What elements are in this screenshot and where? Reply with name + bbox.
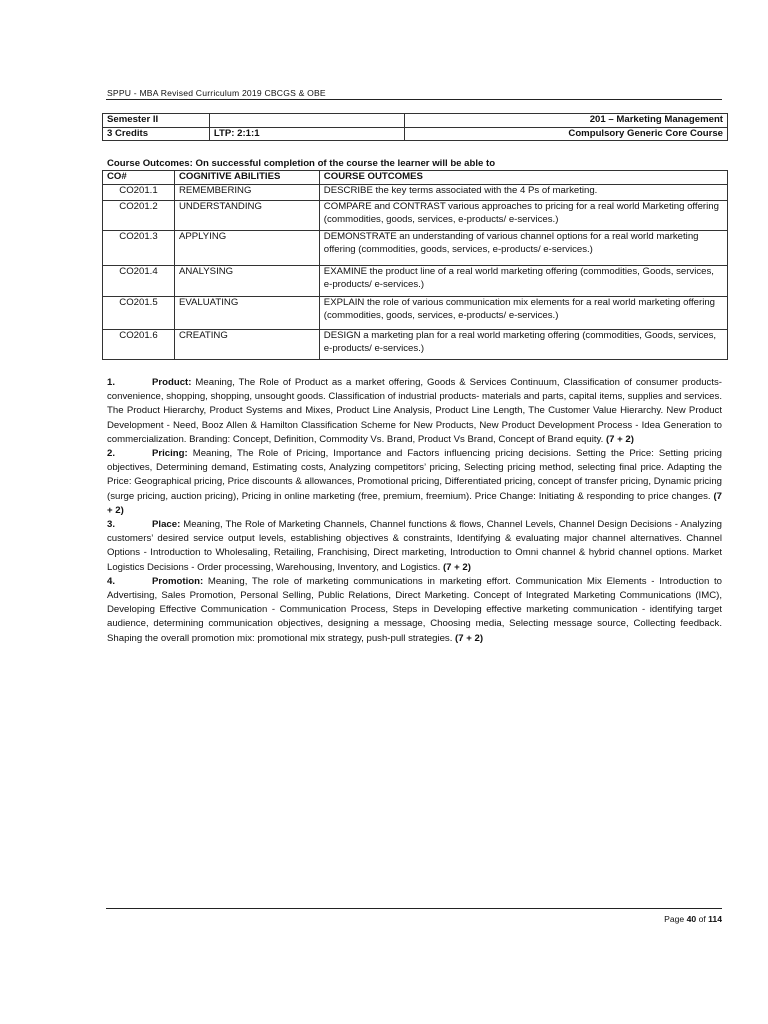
co-ability: EVALUATING [174, 297, 319, 330]
co-ability: UNDERSTANDING [174, 201, 319, 231]
co-code: CO201.6 [103, 330, 175, 360]
co-text: COMPARE and CONTRAST various approaches to pricing for a real world Marketing offering (commodities, goods, services, e-products/ e-services.) [319, 201, 727, 231]
course-type-cell: Compulsory Generic Core Course [404, 127, 727, 141]
course-info-row [103, 114, 728, 128]
co-code: CO201.5 [103, 297, 175, 330]
course-info-table [102, 113, 728, 141]
total-pages: 114 [708, 914, 722, 924]
co-ability: ANALYSING [174, 266, 319, 297]
unit-title: Product: [152, 377, 192, 388]
co-code: CO201.1 [103, 185, 175, 201]
of-word: of [698, 914, 706, 924]
co-text: DESIGN a marketing plan for a real world marketing offering (commodities, Goods, services, e-products/ e-services.) [319, 330, 727, 360]
header-course-outcomes: COURSE OUTCOMES [319, 171, 727, 185]
footer-divider [106, 908, 722, 909]
unit-hours: (7 + 2) [107, 490, 722, 516]
co-text: EXAMINE the product line of a real world marketing offering (commodities, Goods, services, e-products/ e-services.) [319, 266, 727, 297]
table-row [103, 185, 728, 201]
unit-number: 2. [107, 448, 116, 460]
co-code: CO201.4 [103, 266, 175, 297]
table-row [103, 297, 728, 330]
unit-product [107, 376, 722, 447]
unit-text: Meaning, The Role of Pricing, Importance and Factors influencing pricing decisions. Setting the Price: Setting pricing objectives, Determining demand, Estimating costs, Analyzing competitors’ pricing, Selecting pricing method, selecting final price. Adapting the Price: Geographical pricing, Price discounts & allowances, Promotional pricing, Differentiated pricing, concept of transfer pricing, Dynamic pricing (surge pricing, auction pricing), Pricing in online marketing (free, premium, freemium). Price Change: Initiating & responding to price changes. [107, 448, 722, 502]
unit-number: 1. [107, 377, 116, 388]
unit-number: 4. [107, 575, 116, 587]
unit-text: Meaning, The Role of Marketing Channels, Channel functions & flows, Channel Levels, Channel Design Decisions - Analyzing customers’ desired service output levels, establishing objectives & constraints, Identifying & evaluating major channel alternatives. Channel Options - Introduction to Wholesaling, Retailing, Franchising, Direct marketing, Introduction to Omni channel & hybrid channel options. Market Logistics Decisions - Order processing, Warehousing, Inventory, and Logistics. [107, 519, 722, 573]
header-divider [106, 99, 722, 100]
unit-hours: (7 + 2) [605, 433, 634, 445]
table-row [103, 330, 728, 360]
page-number [664, 914, 722, 924]
table-row [103, 231, 728, 266]
unit-place [107, 518, 722, 575]
header-co: CO# [103, 171, 175, 185]
current-page: 40 [686, 914, 697, 924]
unit-number: 3. [107, 519, 116, 531]
unit-hours: (7 + 2) [455, 632, 484, 644]
unit-text: Meaning, The Role of Product as a market offering, Goods & Services Continuum, Classification of consumer products- convenience, shopping, shopping, unsought goods. Classification of industrial products- materials and parts, capital items, supplies and services. The Product Hierarchy, Product Systems and Mixes, Product Line Analysis, Product Line Length, The Customer Value Hierarchy. New Product Development - Need, Booz Allen & Hamilton Classification Scheme for New Products, New Product Development Process - Idea Generation to commercialization. Branding: Concept, Definition, Commodity Vs. Brand, Product Vs Brand, Concept of Brand equity. [107, 377, 722, 445]
unit-title: Promotion: [152, 575, 204, 587]
credits-cell: 3 Credits [103, 127, 210, 141]
co-text: EXPLAIN the role of various communication mix elements for a real world marketing offering (commodities, goods, services, e-products/ e-services.) [319, 297, 727, 330]
header-cognitive-abilities: COGNITIVE ABILITIES [174, 171, 319, 185]
unit-pricing [107, 447, 722, 518]
co-code: CO201.2 [103, 201, 175, 231]
syllabus-units [107, 376, 722, 646]
unit-text: Meaning, The role of marketing communications in marketing effort. Communication Mix Elements - Introduction to Advertising, Sales Promotion, Personal Selling, Public Relations, Direct Marketing. Concept of Integrated Marketing Communications (IMC), Developing Effective Communication - Communication Process, Steps in Developing effective marketing communication - identifying target audience, determining communication objectives, designing a message, Choosing media, Selecting message source, Collecting feedback. Shaping the overall promotion mix: promotional mix strategy, push-pull strategies. [107, 575, 722, 644]
unit-promotion [107, 575, 722, 646]
unit-title: Place: [152, 519, 181, 531]
co-text: DEMONSTRATE an understanding of various channel options for a real world marketing offering (commodities, goods, services, e-products/ e-services.) [319, 231, 727, 266]
table-row [103, 201, 728, 231]
running-header: SPPU - MBA Revised Curriculum 2019 CBCGS & OBE [107, 88, 326, 98]
course-name-cell: 201 – Marketing Management [404, 114, 727, 128]
page-word: Page [664, 914, 685, 924]
course-outcomes-caption: Course Outcomes: On successful completion of the course the learner will be able to [107, 158, 496, 169]
co-ability: CREATING [174, 330, 319, 360]
table-header-row [103, 171, 728, 185]
unit-hours: (7 + 2) [442, 561, 471, 573]
co-ability: REMEMBERING [174, 185, 319, 201]
blank-cell [209, 114, 404, 128]
course-info-row [103, 127, 728, 141]
co-code: CO201.3 [103, 231, 175, 266]
unit-title: Pricing: [152, 448, 188, 460]
table-row [103, 266, 728, 297]
co-text: DESCRIBE the key terms associated with the 4 Ps of marketing. [319, 185, 727, 201]
semester-cell: Semester II [103, 114, 210, 128]
course-outcomes-table [102, 170, 728, 360]
co-ability: APPLYING [174, 231, 319, 266]
ltp-cell: LTP: 2:1:1 [209, 127, 404, 141]
